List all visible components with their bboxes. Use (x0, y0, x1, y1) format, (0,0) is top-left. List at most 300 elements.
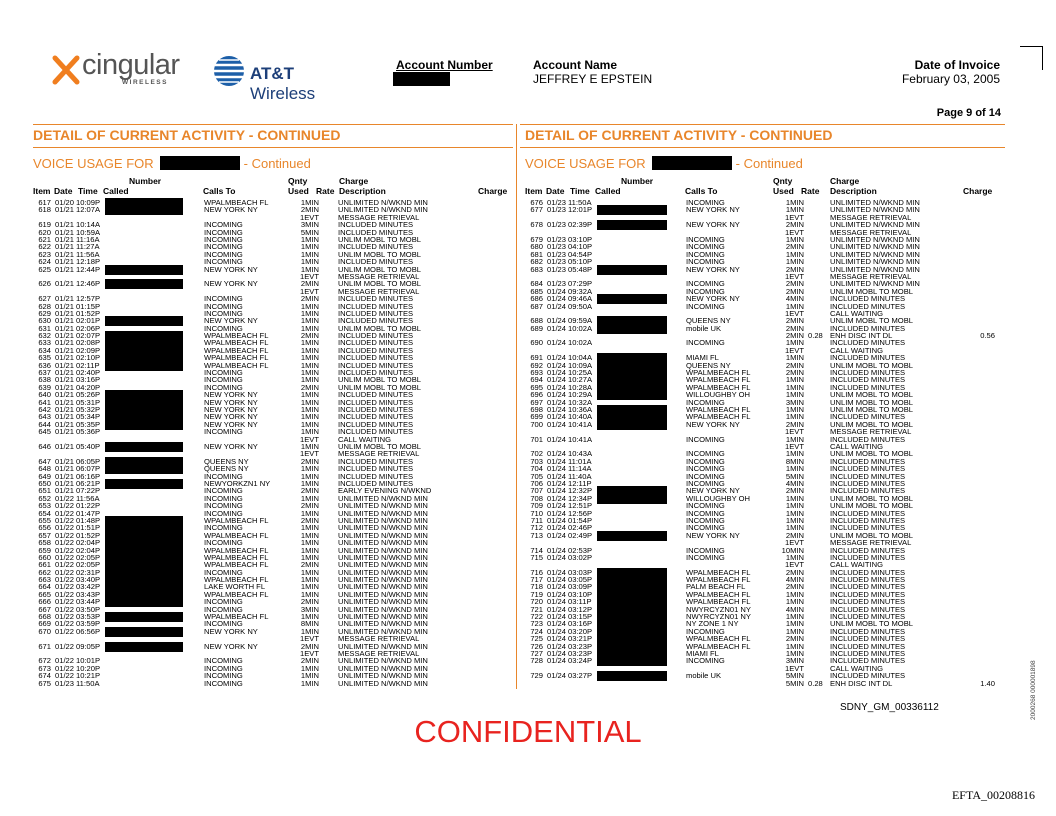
call-date: 01/24 (547, 626, 567, 636)
qnty-used: 1MIN (785, 649, 804, 659)
qnty-used: 1MIN (785, 301, 804, 311)
qnty-used: 1EVT (785, 271, 804, 281)
call-time: 03:11P (568, 597, 592, 607)
calls-to: NEW YORK NY (204, 641, 258, 651)
call-time: 05:34P (76, 412, 101, 422)
qnty-used: 2MIN (300, 382, 319, 392)
qnty-used: 1MIN (300, 323, 319, 333)
charge-description: ENH DISC INT DL (830, 331, 893, 341)
charge-description: INCLUDED MINUTES (830, 634, 906, 644)
item-number: 648 (38, 464, 51, 474)
call-time: 03:50P (76, 604, 101, 614)
item-number: 647 (38, 456, 51, 466)
charge-description: UNLIMITED N/WKND MIN (830, 205, 920, 215)
charge-description: INCLUDED MINUTES (338, 353, 414, 363)
call-date: 01/24 (547, 493, 567, 503)
call-date: 01/22 (55, 508, 75, 518)
item-number: 676 (530, 198, 543, 207)
calls-to: WPALMBEACH FL (686, 589, 751, 599)
charge-description: UNLIMITED N/WKND MIN (830, 249, 920, 259)
call-date: 01/21 (55, 375, 75, 385)
col-time: Time (570, 186, 590, 196)
call-date: 01/21 (55, 234, 75, 244)
item-number: 638 (38, 375, 51, 385)
qnty-used: 1MIN (300, 257, 319, 267)
calls-to: INCOMING (204, 301, 243, 311)
item-number: 664 (38, 582, 51, 592)
charge-description: UNLIMITED N/WKND MIN (338, 619, 428, 629)
qnty-used: 1MIN (300, 316, 319, 326)
charge-amount: 1.40 (980, 678, 995, 688)
calls-to: INCOMING (204, 501, 243, 511)
account-name-value: JEFFREY E EPSTEIN (533, 72, 653, 86)
call-date: 01/21 (55, 220, 75, 230)
charge-description: INCLUDED MINUTES (830, 567, 906, 577)
item-number: 675 (38, 678, 51, 688)
qnty-used: 1MIN (785, 612, 804, 622)
qnty-used: 1MIN (300, 493, 319, 503)
charge-description: INCLUDED MINUTES (830, 323, 906, 333)
item-number: 723 (530, 619, 543, 629)
call-time: 02:40P (76, 368, 101, 378)
item-number: 688 (530, 316, 543, 326)
qnty-used: 1MIN (785, 508, 804, 518)
vertical-id: 2000268 000001898 (1030, 660, 1037, 720)
item-number: 694 (530, 375, 543, 385)
call-date: 01/24 (547, 456, 567, 466)
charge-description: INCLUDED MINUTES (830, 604, 906, 614)
qnty-used: 1MIN (785, 412, 804, 422)
call-time: 06:07P (76, 464, 101, 474)
cingular-sub: WIRELESS (122, 79, 168, 86)
calls-to: INCOMING (686, 198, 725, 207)
calls-to: NEW YORK NY (686, 205, 740, 215)
qnty-used: 1MIN (785, 205, 804, 215)
call-date: 01/22 (55, 523, 75, 533)
calls-to: NEWYORKZN1 NY (204, 478, 271, 488)
charge-description: UNLIMITED N/WKND MIN (338, 545, 428, 555)
charge-description: UNLIM MOBL TO MOBL (338, 375, 421, 385)
charge-description: UNLIM MOBL TO MOBL (338, 249, 421, 259)
charge-description: CALL WAITING (338, 434, 392, 444)
calls-to: INCOMING (686, 626, 725, 636)
item-number: 690 (530, 338, 543, 348)
item-number: 714 (530, 545, 543, 555)
charge-description: UNLIM MOBL TO MOBL (830, 530, 913, 540)
qnty-used: 1MIN (300, 552, 319, 562)
call-time: 12:57P (76, 294, 101, 304)
item-number: 707 (530, 486, 543, 496)
calls-to: INCOMING (686, 501, 725, 511)
voice-number-redaction (652, 156, 732, 170)
call-time: 10:25A (568, 368, 593, 378)
calls-to: INCOMING (204, 523, 243, 533)
call-date: 01/23 (547, 279, 567, 289)
item-number: 705 (530, 471, 543, 481)
charge-description: INCLUDED MINUTES (830, 301, 906, 311)
charge-description: UNLIMITED N/WKND MIN (338, 663, 428, 673)
charge-description: INCLUDED MINUTES (338, 368, 414, 378)
call-time: 09:46A (568, 294, 593, 304)
item-number: 692 (530, 360, 543, 370)
item-number: 682 (530, 257, 543, 267)
call-date: 01/21 (55, 442, 75, 451)
charge-description: UNLIM MOBL TO MOBL (830, 316, 913, 326)
call-date: 01/21 (55, 405, 75, 415)
call-date: 01/22 (55, 671, 75, 681)
item-number: 642 (38, 405, 51, 415)
item-number: 650 (38, 478, 51, 488)
charge-description: INCLUDED MINUTES (830, 508, 906, 518)
call-date: 01/23 (547, 234, 567, 244)
qnty-used: 1MIN (300, 234, 319, 244)
call-date: 01/21 (55, 338, 75, 348)
call-date: 01/21 (55, 360, 75, 370)
item-number: 652 (38, 493, 51, 503)
call-date: 01/24 (547, 649, 567, 659)
calls-to: NEW YORK NY (686, 264, 740, 274)
call-date: 01/24 (547, 375, 567, 385)
calls-to: INCOMING (204, 249, 243, 259)
qnty-used: 1EVT (300, 212, 319, 222)
charge-description: INCLUDED MINUTES (830, 456, 906, 466)
calls-to: NEW YORK NY (204, 279, 258, 289)
qnty-used: 1MIN (785, 353, 804, 363)
charge-amount: 0.56 (980, 331, 995, 341)
item-number: 729 (530, 671, 543, 681)
item-number: 617 (38, 198, 51, 207)
call-list-right (525, 199, 1005, 689)
qnty-used: 5MIN (785, 671, 804, 681)
charge-description: UNLIMITED N/WKND MIN (338, 523, 428, 533)
call-time: 01:52P (76, 530, 101, 540)
calls-to: INCOMING (204, 671, 243, 681)
call-date: 01/24 (547, 634, 567, 644)
qnty-used: 1EVT (785, 560, 804, 570)
calls-to: INCOMING (204, 427, 243, 437)
calls-to: INCOMING (204, 663, 243, 673)
item-number: 708 (530, 493, 543, 503)
calls-to: INCOMING (204, 227, 243, 237)
col-item: Item (33, 186, 51, 196)
call-time: 11:27A (76, 242, 100, 252)
item-number: 683 (530, 264, 543, 274)
call-time: 02:05P (76, 552, 101, 562)
call-date: 01/22 (55, 575, 75, 585)
call-date: 01/21 (55, 464, 75, 474)
call-time: 12:18P (76, 257, 101, 267)
item-number: 627 (38, 294, 51, 304)
call-time: 05:48P (568, 264, 593, 274)
qnty-used: 2MIN (785, 264, 804, 274)
call-time: 09:59A (568, 316, 593, 326)
calls-to: INCOMING (686, 249, 725, 259)
qnty-used: 1MIN (300, 612, 319, 622)
call-date: 01/22 (55, 612, 75, 622)
qnty-used: 1MIN (300, 538, 319, 548)
item-number: 706 (530, 478, 543, 488)
call-date: 01/21 (55, 301, 75, 311)
call-date: 01/21 (55, 331, 75, 341)
item-number: 670 (38, 626, 51, 636)
qnty-used: 5MIN (300, 227, 319, 237)
calls-to: WPALMBEACH FL (204, 612, 269, 622)
call-time: 11:50A (568, 198, 592, 207)
charge-description: UNLIM MOBL TO MOBL (830, 619, 913, 629)
call-date: 01/24 (547, 323, 567, 333)
item-number: 681 (530, 249, 543, 259)
call-time: 02:46P (568, 523, 593, 533)
call-time: 05:26P (76, 390, 101, 400)
call-date: 01/24 (547, 567, 567, 577)
item-number: 637 (38, 368, 51, 378)
calls-to: INCOMING (204, 656, 243, 666)
call-date: 01/24 (547, 486, 567, 496)
qnty-used: 1MIN (300, 663, 319, 673)
call-date: 01/21 (55, 227, 75, 237)
call-date: 01/21 (55, 308, 75, 318)
call-date: 01/24 (547, 286, 567, 296)
charge-description: INCLUDED MINUTES (338, 308, 414, 318)
call-time: 02:53P (568, 545, 593, 555)
qnty-used: 1MIN (300, 575, 319, 585)
call-time: 03:23P (568, 641, 593, 651)
item-number: 686 (530, 294, 543, 304)
qnty-used: 1MIN (300, 242, 319, 252)
call-date: 01/24 (547, 434, 567, 444)
item-number: 673 (38, 663, 51, 673)
qnty-used: 1MIN (300, 678, 319, 688)
qnty-used: 1MIN (300, 530, 319, 540)
charge-description: INCLUDED MINUTES (830, 589, 906, 599)
call-time: 11:16A (76, 234, 100, 244)
call-time: 03:40P (76, 575, 101, 585)
calls-to: INCOMING (204, 604, 243, 614)
call-time: 04:54P (568, 249, 593, 259)
call-time: 03:23P (568, 649, 593, 659)
charge-description: INCLUDED MINUTES (830, 656, 906, 666)
col-called: Called (103, 186, 129, 196)
qnty-used: 1MIN (300, 390, 319, 400)
qnty-used: 2MIN (785, 486, 804, 496)
calls-to: NEW YORK NY (204, 405, 258, 415)
item-number: 624 (38, 257, 51, 267)
call-time: 03:20P (568, 626, 593, 636)
qnty-used: 3MIN (785, 656, 804, 666)
charge-description: UNLIM MOBL TO MOBL (830, 286, 913, 296)
call-time: 03:59P (76, 619, 101, 629)
call-time: 03:05P (568, 575, 593, 585)
item-number: 697 (530, 397, 543, 407)
charge-description: INCLUDED MINUTES (830, 382, 906, 392)
call-date: 01/21 (55, 390, 75, 400)
call-time: 11:01A (568, 456, 592, 466)
att-logo (213, 55, 358, 103)
charge-description: MESSAGE RETRIEVAL (338, 212, 420, 222)
item-number: 631 (38, 323, 51, 333)
item-number: 718 (530, 582, 543, 592)
qnty-used: 4MIN (785, 294, 804, 304)
charge-description: UNLIM MOBL TO MOBL (338, 442, 421, 451)
calls-to: WPALMBEACH FL (204, 360, 269, 370)
section-rule-right (520, 124, 1005, 125)
qnty-used: 1EVT (785, 345, 804, 355)
page-number: Page 9 of 14 (936, 107, 1001, 119)
charge-description: UNLIMITED N/WKND MIN (830, 234, 920, 244)
calls-to: WPALMBEACH FL (204, 545, 269, 555)
qnty-used: 2MIN (785, 530, 804, 540)
col-called: Called (595, 186, 621, 196)
col-item: Item (525, 186, 543, 196)
call-date: 01/24 (547, 597, 567, 607)
charge-description: UNLIMITED N/WKND MIN (338, 597, 428, 607)
col-charge: Charge (963, 186, 993, 196)
call-time: 04:20P (76, 382, 101, 392)
calls-to: INCOMING (686, 656, 725, 666)
call-time: 03:42P (76, 582, 101, 592)
call-time: 11:40A (568, 471, 592, 481)
calls-to: INCOMING (204, 308, 243, 318)
call-time: 10:01P (76, 656, 101, 666)
qnty-used: 1MIN (300, 353, 319, 363)
qnty-used: 5MIN (785, 471, 804, 481)
item-number: 701 (530, 434, 543, 444)
item-number: 620 (38, 227, 51, 237)
call-date: 01/24 (547, 316, 567, 326)
charge-description: MESSAGE RETRIEVAL (830, 271, 912, 281)
qnty-used: 1MIN (785, 619, 804, 629)
calls-to: INCOMING (204, 493, 243, 503)
item-number: 728 (530, 656, 543, 666)
call-date: 01/24 (547, 508, 567, 518)
call-time: 03:44P (76, 597, 101, 607)
qnty-used: 1EVT (300, 449, 319, 459)
call-date: 01/22 (55, 604, 75, 614)
call-time: 09:50A (568, 301, 593, 311)
col-qnty-top: Qnty (288, 176, 308, 186)
item-number: 646 (38, 442, 51, 451)
call-date: 01/22 (55, 656, 75, 666)
call-time: 02:09P (76, 345, 101, 355)
charge-description: INCLUDED MINUTES (830, 375, 906, 385)
rate: 0.28 (808, 678, 823, 688)
qnty-used: 1MIN (300, 360, 319, 370)
calls-to: WPALMBEACH FL (204, 530, 269, 540)
charge-description: UNLIMITED N/WKND MIN (338, 515, 428, 525)
call-date: 01/23 (547, 220, 567, 230)
calls-to: PALM BEACH FL (686, 582, 746, 592)
call-date: 01/21 (55, 264, 75, 274)
charge-description: INCLUDED MINUTES (830, 478, 906, 488)
item-number: 651 (38, 486, 51, 496)
call-time: 10:21P (76, 671, 101, 681)
item-number: 665 (38, 589, 51, 599)
call-date: 01/23 (547, 264, 567, 274)
calls-to: WPALMBEACH FL (686, 382, 751, 392)
qnty-used: 2MIN (300, 456, 319, 466)
col-qnty-top: Qnty (773, 176, 793, 186)
call-date: 01/21 (55, 427, 75, 437)
qnty-used: 3MIN (300, 604, 319, 614)
charge-description: ENH DISC INT DL (830, 678, 893, 688)
call-time: 06:56P (76, 626, 101, 636)
corner-mark (1020, 46, 1043, 70)
qnty-used: 1EVT (785, 663, 804, 673)
call-time: 10:14A (76, 220, 101, 230)
item-number: 633 (38, 338, 51, 348)
qnty-used: 1MIN (300, 301, 319, 311)
calls-to: INCOMING (204, 368, 243, 378)
qnty-used: 1MIN (785, 641, 804, 651)
calls-to: INCOMING (204, 471, 243, 481)
item-number: 629 (38, 308, 51, 318)
charge-description: INCLUDED MINUTES (338, 471, 414, 481)
charge-description: UNLIMITED N/WKND MIN (338, 501, 428, 511)
charge-description: UNLIMITED N/WKND MIN (338, 575, 428, 585)
call-time: 12:44P (76, 264, 101, 274)
calls-to: NEW YORK NY (686, 294, 740, 304)
call-date: 01/24 (547, 478, 567, 488)
qnty-used: 1MIN (785, 597, 804, 607)
calls-to: NEW YORK NY (204, 626, 258, 636)
charge-description: UNLIMITED N/WKND MIN (338, 604, 428, 614)
charge-description: MESSAGE RETRIEVAL (338, 449, 420, 459)
item-number: 660 (38, 552, 51, 562)
voice-usage-right: VOICE USAGE FOR - Continued (525, 156, 803, 171)
call-date: 01/24 (547, 412, 567, 422)
call-date: 01/24 (547, 575, 567, 585)
col-charge: Charge (478, 186, 508, 196)
calls-to: INCOMING (686, 449, 725, 459)
item-number: 698 (530, 405, 543, 415)
call-date: 01/22 (55, 493, 75, 503)
qnty-used: 2MIN (300, 560, 319, 570)
call-date: 01/21 (55, 478, 75, 488)
account-name-block (533, 58, 652, 86)
calls-to: WPALMBEACH FL (204, 575, 269, 585)
call-time: 10:41A (568, 419, 593, 429)
charge-description: INCLUDED MINUTES (830, 626, 906, 636)
calls-to: WPALMBEACH FL (204, 560, 269, 570)
qnty-used: 1MIN (785, 249, 804, 259)
call-time: 09:05P (76, 641, 101, 651)
charge-description: MESSAGE RETRIEVAL (338, 286, 420, 296)
charge-description: UNLIMITED N/WKND MIN (338, 560, 428, 570)
call-time: 06:16P (76, 471, 101, 481)
call-date: 01/22 (55, 567, 75, 577)
qnty-used: 2MIN (300, 279, 319, 289)
qnty-used: 1EVT (300, 634, 319, 644)
calls-to: WPALMBEACH FL (204, 515, 269, 525)
call-time: 01:52P (76, 308, 101, 318)
call-time: 10:02A (568, 323, 593, 333)
call-time: 12:34P (568, 493, 593, 503)
section-title-right: DETAIL OF CURRENT ACTIVITY - CONTINUED (525, 127, 833, 143)
item-number: 716 (530, 567, 543, 577)
charge-description: INCLUDED MINUTES (338, 338, 414, 348)
call-time: 03:10P (568, 589, 593, 599)
item-number: 689 (530, 323, 543, 333)
item-number: 662 (38, 567, 51, 577)
call-date: 01/24 (547, 523, 567, 533)
item-number: 667 (38, 604, 51, 614)
charge-description: UNLIMITED N/WKND MIN (338, 493, 428, 503)
calls-to: NEW YORK NY (686, 530, 740, 540)
calls-to: NEW YORK NY (204, 316, 258, 326)
invoice-date-value: February 03, 2005 (901, 72, 1000, 86)
col-number-top: Number (621, 176, 654, 186)
calls-to: WPALMBEACH FL (204, 198, 269, 207)
